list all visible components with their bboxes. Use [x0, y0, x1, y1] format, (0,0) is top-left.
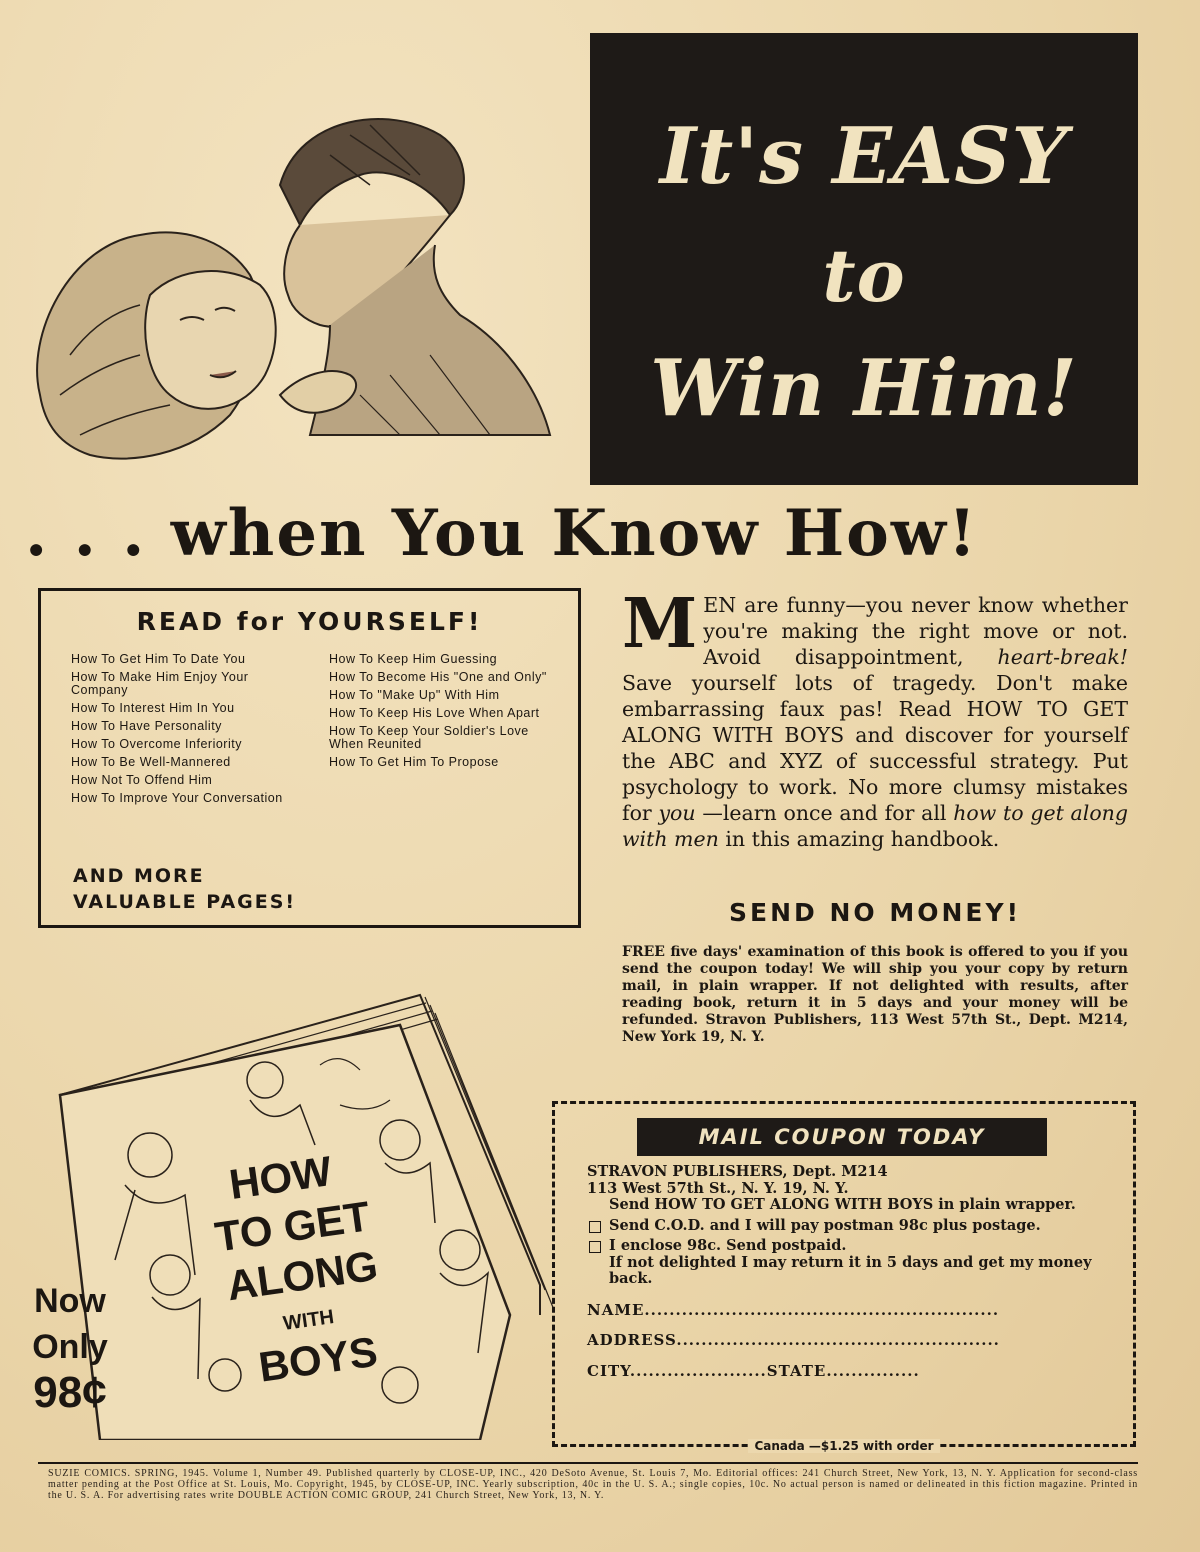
body-text: in this amazing handbook. [718, 827, 1000, 851]
canada-price-note: Canada —$1.25 with order [748, 1439, 939, 1453]
list-item: How Not To Offend Him [71, 773, 213, 787]
list-item: How To Keep Him Guessing [329, 652, 498, 666]
body-text-italic: heart-break! [997, 645, 1128, 669]
coupon-footer [555, 1437, 1133, 1455]
list-item: How To Become His "One and Only" [329, 670, 547, 684]
list-item: How To Improve Your Conversation [71, 791, 283, 805]
coupon-address-line-1: STRAVON PUBLISHERS, Dept. M214 [587, 1163, 888, 1180]
cod-option-label: Send C.O.D. and I will pay postman 98c plus postage. [609, 1216, 1041, 1234]
body-text: Save yourself lots of tragedy. Don't make embarrassing faux pas! Read HOW TO GET ALONG WITH BOYS and discover for yourself the ABC and XYZ of successful strategy. Put psychology to work. No more clumsy mistakes for [622, 671, 1128, 825]
cod-checkbox[interactable] [589, 1221, 601, 1233]
list-item: How To "Make Up" With Him [329, 688, 500, 702]
contents-title: READ for YOURSELF! [136, 607, 483, 636]
headline-line-2: to [822, 233, 906, 318]
list-item: How To Overcome Inferiority [71, 737, 242, 751]
list-item: How To Make Him Enjoy Your Company [71, 670, 249, 697]
sub-headline: . . . when You Know How! [25, 496, 979, 571]
body-text: —learn once and for all [695, 801, 954, 825]
coupon-body [587, 1164, 1107, 1379]
drop-cap: M [622, 584, 698, 664]
coupon-address-line-2: 113 West 57th St., N. Y. 19, N. Y. [587, 1179, 849, 1197]
price-only: Only [32, 1328, 108, 1366]
price-now: Now [34, 1282, 106, 1320]
list-item: How To Have Personality [71, 719, 222, 733]
free-examination-text: FREE five days' examination of this book is offered to you if you send the coupon today! We will ship you your copy by return mail, in plain wrapper. If not delighted with results, after reading book, return it in 5 days and your money will be refunded. Stravon Publishers, 113 West 57th St., Dept. M214, New York 19, N. Y. [622, 944, 1128, 1045]
body-copy [622, 584, 1128, 852]
list-item: How To Keep Your Soldier's Love When Reunited [329, 724, 529, 751]
coupon-send-line: Send HOW TO GET ALONG WITH BOYS in plain wrapper. [609, 1196, 1076, 1213]
coupon-guarantee: If not delighted I may return it in 5 days and get my money back. [609, 1253, 1092, 1287]
list-item: How To Be Well-Mannered [71, 755, 231, 769]
coupon-option-enclose[interactable] [587, 1238, 1107, 1255]
book-title-line-1: HOW [226, 1147, 335, 1208]
body-text: EN are funny—you never know whether you're making the right move or not. Avoid disappointment, [703, 593, 1128, 669]
enclose-checkbox[interactable] [589, 1241, 601, 1253]
book-title-line-2: TO GET [212, 1192, 373, 1261]
book-title-line-4: WITH [281, 1306, 336, 1335]
mail-coupon [552, 1101, 1136, 1453]
send-no-money-heading: SEND NO MONEY! [729, 898, 1021, 927]
book-title-line-5: BOYS [255, 1327, 381, 1391]
couple-illustration [30, 95, 570, 495]
headline-line-1: It's EASY [659, 111, 1069, 202]
name-field[interactable]: NAME......................................................... [587, 1300, 1000, 1319]
bottom-rule [38, 1462, 1138, 1464]
headline-line-3: Win Him! [650, 343, 1078, 434]
price-callout [30, 1278, 110, 1416]
book-title-line-3: ALONG [223, 1241, 381, 1310]
list-item: How To Get Him To Propose [329, 755, 499, 769]
list-item: How To Interest Him In You [71, 701, 235, 715]
contents-more-pages: AND MORE VALUABLE PAGES! [73, 865, 297, 913]
coupon-option-cod[interactable] [587, 1218, 1107, 1235]
book-illustration [40, 985, 580, 1440]
list-item: How To Keep His Love When Apart [329, 706, 540, 720]
body-text-italic: you [658, 801, 696, 825]
coupon-banner: MAIL COUPON TODAY [637, 1118, 1047, 1156]
contents-column-right [329, 653, 559, 774]
headline-box [590, 33, 1138, 485]
contents-box [38, 588, 581, 928]
address-field[interactable]: ADDRESS.................................................... [587, 1331, 1000, 1349]
publication-notice: SUZIE COMICS. SPRING, 1945. Volume 1, Number 49. Published quarterly by CLOSE-UP, INC., 420 DeSoto Avenue, St. Louis 7, Mo. Editorial offices: 241 Church Street, New York, 13, N. Y. Application for second-class matter pending at the Post Office at St. Louis, Mo. Copyright, 1945, by CLOSE-UP, INC. Yearly subscription, 40c in the U. S. A.; single copies, 10c. No actual person is named or delineated in this fiction magazine. Printed in the U. S. A. For advertising rates write DOUBLE ACTION COMIC GROUP, 241 Church Street, New York, 13, N. Y. [48, 1468, 1138, 1501]
enclose-option-label: I enclose 98c. Send postpaid. [609, 1237, 847, 1254]
city-state-field[interactable]: CITY......................STATE............... [587, 1361, 920, 1380]
price-value: 98¢ [33, 1368, 107, 1417]
list-item: How To Get Him To Date You [71, 652, 246, 666]
body-text-italic: how to get along with men [622, 801, 1128, 851]
contents-column-left [71, 653, 301, 810]
